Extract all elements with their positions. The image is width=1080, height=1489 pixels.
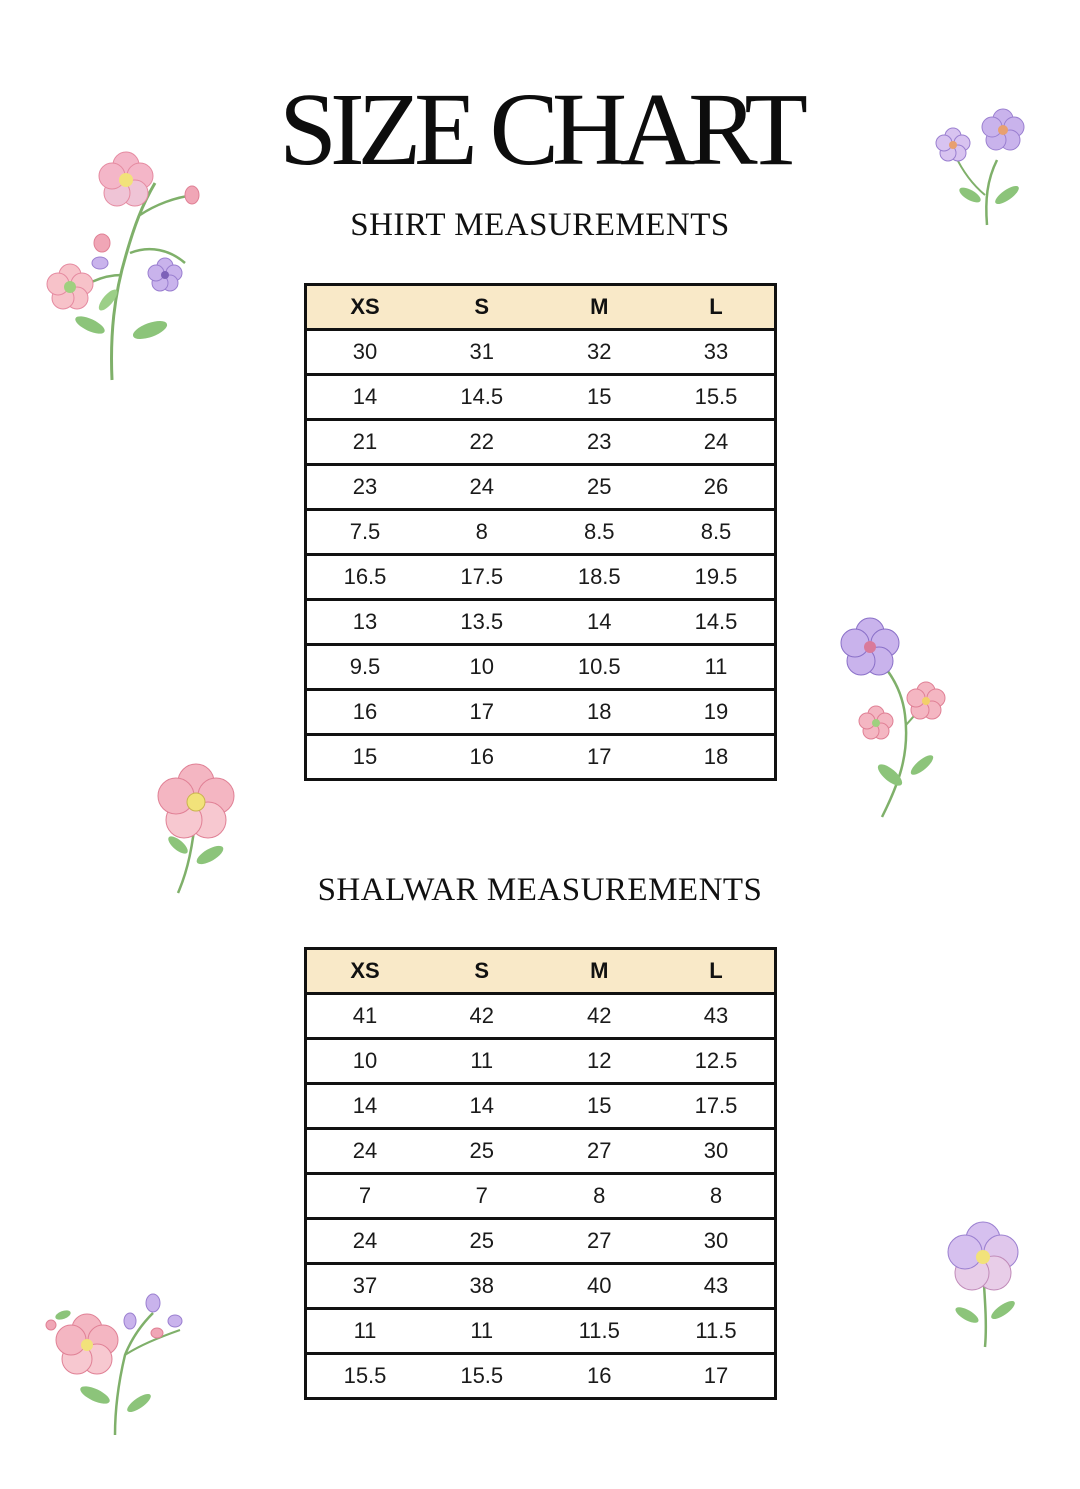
table-cell: 30	[658, 1129, 776, 1174]
table-cell: 15.5	[423, 1354, 541, 1399]
table-cell: 21	[306, 420, 424, 465]
table-cell: 11	[423, 1309, 541, 1354]
table-row	[306, 645, 776, 690]
table-cell: 15.5	[306, 1354, 424, 1399]
table-cell: 18	[541, 690, 659, 735]
table-cell: 14.5	[423, 375, 541, 420]
table-row	[306, 1264, 776, 1309]
table-cell: 27	[541, 1219, 659, 1264]
table-cell: 8	[541, 1174, 659, 1219]
table-cell: 25	[541, 465, 659, 510]
table-cell: 16.5	[306, 555, 424, 600]
column-header-l: L	[658, 949, 776, 994]
table-header-row	[306, 285, 776, 330]
table-cell: 7	[306, 1174, 424, 1219]
table-row	[306, 1219, 776, 1264]
table-cell: 7.5	[306, 510, 424, 555]
table-row	[306, 330, 776, 375]
table-cell: 10.5	[541, 645, 659, 690]
table-cell: 15	[306, 735, 424, 780]
table-cell: 8	[423, 510, 541, 555]
table-row	[306, 555, 776, 600]
column-header-s: S	[423, 949, 541, 994]
column-header-m: M	[541, 949, 659, 994]
shalwar-heading: SHALWAR MEASUREMENTS	[317, 872, 763, 908]
flower-single-icon	[935, 1215, 1035, 1355]
table-cell: 30	[658, 1219, 776, 1264]
table-cell: 27	[541, 1129, 659, 1174]
table-cell: 43	[658, 1264, 776, 1309]
table-cell: 13.5	[423, 600, 541, 645]
table-cell: 9.5	[306, 645, 424, 690]
table-cell: 18	[658, 735, 776, 780]
table-cell: 25	[423, 1219, 541, 1264]
table-cell: 17.5	[423, 555, 541, 600]
table-cell: 12.5	[658, 1039, 776, 1084]
table-cell: 10	[306, 1039, 424, 1084]
table-cell: 14	[423, 1084, 541, 1129]
shirt-size-table	[304, 283, 777, 781]
table-cell: 14	[306, 1084, 424, 1129]
table-cell: 11	[306, 1309, 424, 1354]
flower-single-icon	[148, 760, 248, 900]
table-cell: 26	[658, 465, 776, 510]
table-row	[306, 735, 776, 780]
table-cell: 17.5	[658, 1084, 776, 1129]
table-cell: 8.5	[658, 510, 776, 555]
table-cell: 14.5	[658, 600, 776, 645]
table-cell: 19.5	[658, 555, 776, 600]
table-cell: 38	[423, 1264, 541, 1309]
table-cell: 30	[306, 330, 424, 375]
column-header-xs: XS	[306, 949, 424, 994]
column-header-l: L	[658, 285, 776, 330]
table-cell: 24	[306, 1129, 424, 1174]
table-cell: 13	[306, 600, 424, 645]
table-cell: 14	[541, 600, 659, 645]
column-header-s: S	[423, 285, 541, 330]
table-row	[306, 1174, 776, 1219]
table-row	[306, 690, 776, 735]
table-cell: 15	[541, 375, 659, 420]
table-cell: 23	[541, 420, 659, 465]
table-cell: 31	[423, 330, 541, 375]
table-row	[306, 994, 776, 1039]
table-cell: 11	[423, 1039, 541, 1084]
table-cell: 11.5	[658, 1309, 776, 1354]
table-cell: 22	[423, 420, 541, 465]
table-cell: 8	[658, 1174, 776, 1219]
column-header-xs: XS	[306, 285, 424, 330]
table-cell: 42	[423, 994, 541, 1039]
table-cell: 18.5	[541, 555, 659, 600]
table-row	[306, 1084, 776, 1129]
table-cell: 41	[306, 994, 424, 1039]
table-cell: 43	[658, 994, 776, 1039]
shirt-heading: SHIRT MEASUREMENTS	[350, 207, 730, 243]
table-cell: 25	[423, 1129, 541, 1174]
table-cell: 17	[423, 690, 541, 735]
table-cell: 40	[541, 1264, 659, 1309]
table-row	[306, 510, 776, 555]
table-row	[306, 1129, 776, 1174]
table-header-row	[306, 949, 776, 994]
table-cell: 33	[658, 330, 776, 375]
table-row	[306, 375, 776, 420]
table-cell: 19	[658, 690, 776, 735]
table-cell: 14	[306, 375, 424, 420]
flower-branch-icon	[30, 135, 220, 385]
table-cell: 24	[306, 1219, 424, 1264]
table-cell: 12	[541, 1039, 659, 1084]
table-cell: 11	[658, 645, 776, 690]
table-row	[306, 1039, 776, 1084]
table-cell: 16	[541, 1354, 659, 1399]
table-cell: 17	[541, 735, 659, 780]
table-row	[306, 1309, 776, 1354]
table-row	[306, 1354, 776, 1399]
flower-branch-icon	[830, 605, 960, 825]
table-row	[306, 465, 776, 510]
column-header-m: M	[541, 285, 659, 330]
table-row	[306, 420, 776, 465]
table-cell: 10	[423, 645, 541, 690]
table-cell: 7	[423, 1174, 541, 1219]
table-cell: 16	[306, 690, 424, 735]
table-cell: 17	[658, 1354, 776, 1399]
flower-branch-icon	[35, 1285, 195, 1445]
table-cell: 24	[658, 420, 776, 465]
table-cell: 23	[306, 465, 424, 510]
flower-sprig-icon	[925, 100, 1045, 230]
table-cell: 32	[541, 330, 659, 375]
table-cell: 37	[306, 1264, 424, 1309]
page-title: SIZE CHART	[279, 72, 801, 187]
table-cell: 16	[423, 735, 541, 780]
table-cell: 11.5	[541, 1309, 659, 1354]
table-cell: 42	[541, 994, 659, 1039]
table-row	[306, 600, 776, 645]
shalwar-size-table	[304, 947, 777, 1400]
table-cell: 15.5	[658, 375, 776, 420]
table-cell: 15	[541, 1084, 659, 1129]
table-cell: 24	[423, 465, 541, 510]
table-cell: 8.5	[541, 510, 659, 555]
